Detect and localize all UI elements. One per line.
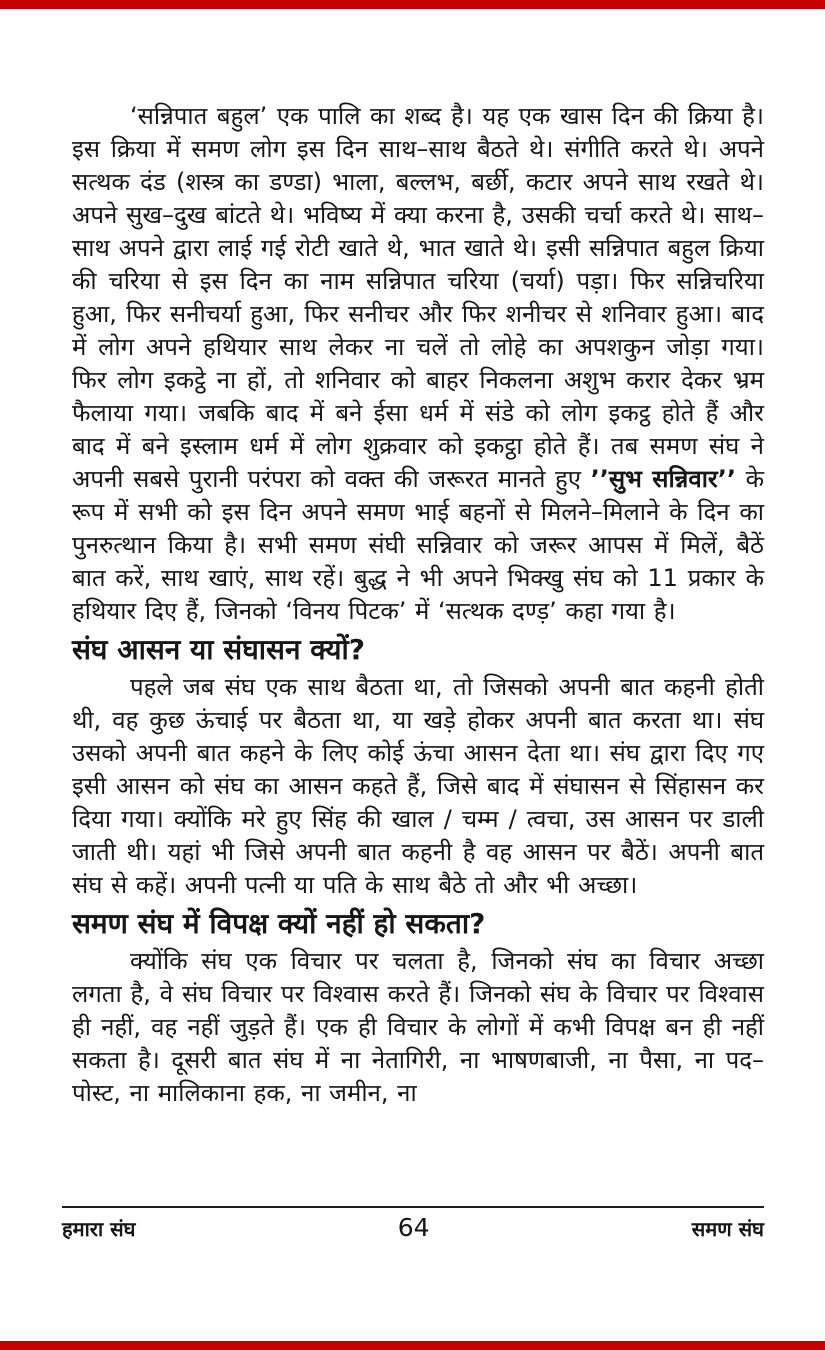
page-text-block (72, 100, 764, 1110)
paragraph-text: ‘सन्निपात बहुल’ एक पालि का शब्द है। यह एक खास दिन की क्रिया है। इस क्रिया में समण लोग इस दिन साथ–साथ बैठते थे। संगीति करते थे। अपने सत्थक दंड (शस्त्र का डण्डा) भाला, बल्लभ, बर्छी, कटार अपने साथ रखते थे। अपने सुख–दुख बांटते थे। भविष्य में क्या करना है, उसकी चर्चा करते थे। साथ–साथ अपने द्वारा लाई गई रोटी खाते थे, भात खाते थे। इसी सन्निपात बहुल क्रिया की चरिया से इस दिन का नाम सन्निपात चरिया (चर्या) पड़ा। फिर सन्निचरिया हुआ, फिर सनीचर्या हुआ, फिर सनीचर और फिर शनीचर से शनिवार हुआ। बाद में लोग अपने हथियार साथ लेकर ना चलें तो लोहे का अपशकुन जोड़ा गया। फिर लोग इकट्ठे ना हों, तो शनिवार को बाहर निकलना अशुभ करार देकर भ्रम फैलाया गया। जबकि बाद में बने ईसा धर्म में संडे को लोग इकट्ठ होते हैं और बाद में बने इस्लाम धर्म में लोग शुक्रवार को इकट्ठा होते हैं। तब समण संघ ने अपनी सबसे पुरानी परंपरा को वक्त की जरूरत मानते हुए (72, 102, 764, 493)
top-edge-bar (0, 0, 825, 9)
section-heading-sangh-aasan: संघ आसन या संघासन क्यों? (72, 633, 365, 666)
footer-page-number: 64 (397, 1213, 430, 1242)
section-heading-vipaksh: समण संघ में विपक्ष क्यों नहीं हो सकता? (72, 907, 486, 940)
paragraph-vipaksh: क्योंकि संघ एक विचार पर चलता है, जिनको संघ का विचार अच्छा लगता है, वे संघ विचार पर विश्वास करते हैं। जिनको संघ के विचार पर विश्वास ही नहीं, वह नहीं जुड़ते हैं। एक ही विचार के लोगों में कभी विपक्ष बन ही नहीं सकता है। दूसरी बात संघ में ना नेतागिरी, ना भाषणबाजी, ना पैसा, ना पद–पोस्ट, ना मालिकाना हक, ना जमीन, ना (72, 947, 764, 1107)
footer-book-title: हमारा संघ (62, 1217, 136, 1241)
bold-phrase-subh-sannivar: ’’सुभ सन्निवार’’ (590, 465, 736, 493)
paragraph-sangh-aasan: पहले जब संघ एक साथ बैठता था, तो जिसको अपनी बात कहनी होती थी, वह कुछ ऊंचाई पर बैठता था, या खड़े होकर अपनी बात करता था। संघ उसको अपनी बात कहने के लिए कोई ऊंचा आसन देता था। संघ द्वारा दिए गए इसी आसन को संघ का आसन कहते हैं, जिसे बाद में संघासन से सिंहासन कर दिया गया। क्योंकि मरे हुए सिंह की खाल / चम्म / त्वचा, उस आसन पर डाली जाती थी। यहां भी जिसे अपनी बात कहनी है वह आसन पर बैठें। अपनी बात संघ से कहें। अपनी पत्नी या पति के साथ बैठे तो और भी अच्छा। (72, 673, 764, 899)
paragraph-sannipat-bahul (72, 100, 764, 628)
bottom-edge-bar (0, 1341, 825, 1350)
footer-section-title: समण संघ (691, 1217, 764, 1241)
paragraph-text: के रूप में सभी को इस दिन अपने समण भाई बहनों से मिलने–मिलाने के दिन का पुनरुत्थान किया है। सभी समण संघी सन्निवार को जरूर आपस में मिलें, बैठें बात करें, साथ खाएं, साथ रहें। बुद्ध ने भी अपने भिक्खु संघ को 11 प्रकार के हथियार दिए हैं, जिनको ‘विनय पिटक’ में ‘सत्थक दण्ड़’ कहा गया है। (72, 465, 765, 625)
page-footer (62, 1206, 764, 1242)
